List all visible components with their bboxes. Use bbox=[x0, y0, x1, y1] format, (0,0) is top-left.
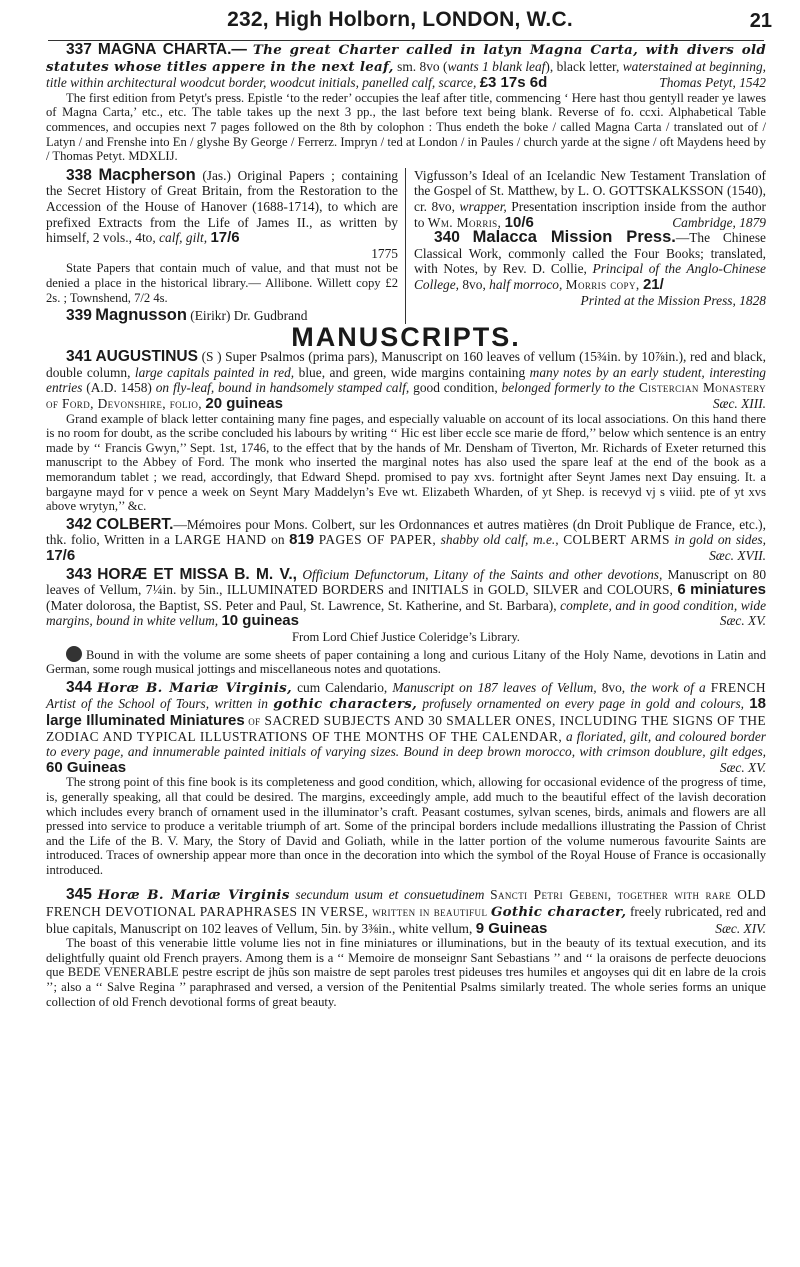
century: Sæc. XV. bbox=[719, 613, 766, 629]
entry-344: 344 Horæ B. Mariæ Virginis, cum Calendario, Manuscript on 187 leaves of Vellum, 8vo, the work of a FRENCH Artist of the School of Tours, written in gothic characters, profusely ornamented on every page in gold and colours, 18 large Illuminated Miniatures of SACRED SUBJECTS AND 30 SMALLER ONES, INCLUDING THE SIGNS OF THE ZODIAC AND TYPICAL ILLUSTRATIONS OF THE MONTHS OF THE CALENDAR, a floriated, gilt, and coloured border to every page, and innumerable painted initials of varying sizes. Bound in deep brown morocco, with crimson doublure, gilt edges, 60 Guineas Sæc. XV. bbox=[46, 678, 766, 776]
left-column bbox=[46, 165, 398, 325]
entry-title: HORÆ ET MISSA B. M. V., bbox=[97, 565, 297, 583]
entry-note: The strong point of this fine book is its completeness and good condition, which, allowing for occasional evidence of the progress of time, is, generally speaking, all that could be desired. The margins, exceedingly ample, add much to the beautiful effect of the lavish decoration which includes every branch of ornament used in the illuminator’s craft. Peasant costumes, sylvan scenes, birds, animals and flowers are all pressed into service to produce a veritable triumph of art. Some of the principal borders include medallions illustrating the Passion of Christ and the Life of the B. V. Mary, the Story of David and Goliath, while in the latter portion of the volume numerous favourite Saints are introduced. Traces of ownership appear more than once in the decoration into which the symbol of the Royal House of France is occasionally introduced. bbox=[46, 775, 766, 877]
imprint: Thomas Petyt, 1542 bbox=[659, 75, 766, 91]
entry-name: Malacca Mission Press. bbox=[472, 228, 676, 247]
entry-339: 339 Magnusson (Eirikr) Dr. Gudbrand bbox=[66, 306, 308, 325]
price: £3 17s 6d bbox=[479, 74, 548, 92]
publisher-address: 232, High Holborn, LONDON, W.C. bbox=[227, 8, 573, 31]
entry-note: Grand example of black letter containing many fine pages, and especially valuable on account of its local associations. On this hand there is no room for doubt, as the scribe concluded his labours by writing ‘‘ Hic est liber eccle sce marie de fford,’’ below which sentence is an entry made by ‘‘ Francis Gwyn,’’ Sept. 1st, 1746, to the effect that by the hands of Mr. Densham of Tiverton, Mr. Richards of Exeter returned this manuscript to the Abbey of Ford. The monk who inserted the marginal notes has also used the spare leaf at the end of the book as a memorandum tablet ; we read, accordingly, that Edward Shepd. promised to pay xvs. fortnight after Seynt James next Day ensuing. It. a bargayne mayd for v pence a week on Seynt Mary Maddelyn’s Eve wt. Elizabeth Wharden, of yt Shep. is recevyd vj s viiid. pte of yt xvs above wrytyn,’’ &c. bbox=[46, 411, 766, 514]
page-header bbox=[0, 8, 800, 38]
price: 10 guineas bbox=[221, 612, 299, 630]
entry-337: 337 MAGNA CHARTA.— The great Charter called in latyn Magna Carta, with divers old statutes whose titles appere in the next leaf, sm. 8vo (wants 1 blank leaf), black letter, waterstained at beginning, title within architectural woodcut border, woodcut initials, panelled calf, scarce, £3 17s 6d Thomas Petyt, 1542 bbox=[46, 41, 767, 92]
entry-343: 343 HORÆ ET MISSA B. M. V., Officium Defunctorum, Litany of the Saints and other devotions, Manuscript on 80 leaves of Vellum, 7¼in. by 5in., ILLUMINATED BORDERS and INITIALS in GOLD, SILVER and COLOURS, 6 miniatures (Mater dolorosa, the Baptist, SS. Peter and Paul, St. Lawrence, St. Katherine, and St. Barbara), complete, and in good condition, wide margins, bound in white vellum, 10 guineas Sæc. XV. bbox=[46, 565, 767, 630]
imprint: Printed at the Mission Press, 1828 bbox=[580, 292, 766, 308]
entry-342: 342 COLBERT.—Mémoires pour Mons. Colbert, sur les Ordonnances et autres matières (dn Droit Publique de France, etc.), thk. folio, Written in a LARGE HAND on 819 PAGES OF PAPER, shabby old calf, m.e., COLBERT ARMS in gold on sides, 17/6 Sæc. XVII. bbox=[46, 515, 766, 564]
century: Sæc. XVII. bbox=[709, 548, 766, 563]
entry-note: The first edition from Petyt's press. Epistle ‘to the reder’ occupies the leaf after title, commencing ‘ Here hast thou gentyll reader ye lawes of Magna Carta,’ etc., etc. The table takes up the next 3 pp., the last before text being blank. Reverse of fo. ccxi. Alphabetical Table commences, and occupies next 7 pages followed on the 8th by colophon : Thus endeth the boke / called Magna Carta / translated out of / Latyn / and Frenshe into En / glyshe By George / Ferrerz. Impryn / ted at London / in Paules / church yarde at the signe / oft Maydens heed by / Thomas Petyt. MDXLIJ. bbox=[46, 90, 766, 164]
entry-341: 341 AUGUSTINUS (S ) Super Psalmos (prima pars), Manuscript on 160 leaves of vellum (15¾in. by 10⅞in.), red and black, double column, large capitals painted in red, blue, and green, wide margins containing many notes by an early student, interesting entries (A.D. 1458) on fly-leaf, bound in handsomely stamped calf, good condition, belonged formerly to the Cistercian Monastery of Ford, Devonshire, folio, 20 guineas Sæc. XIII. bbox=[46, 348, 767, 413]
entry-year: 1775 bbox=[371, 245, 398, 261]
entry-340: 340 Malacca Mission Press.—The Chinese Classical Work, commonly called the Four Books; translated, with Notes, by Rev. D. Collie, Principal of the Anglo-Chinese College, 8vo, half morroco, Morris copy, 21/ Printed at the Mission Press, 1828 bbox=[414, 228, 766, 308]
century: Sæc. XV. bbox=[719, 759, 766, 775]
ornament-icon bbox=[66, 646, 82, 662]
price: 17/6 bbox=[46, 547, 76, 564]
entry-note: State Papers that contain much of value, and that must not be denied a place in the historical library.— Allibone. Willett copy £2 2s. ; Townshend, 7/2 4s. bbox=[46, 261, 398, 305]
entry-note: Bound in with the volume are some sheets of paper containing a long and curious Litany of the Holy Name, devotions in Latin and German, some rough musical jottings and miscellaneous notes and quotations. bbox=[46, 647, 766, 677]
lot-number: 337 bbox=[66, 41, 92, 58]
blackletter-title: The great Charter called in latyn Magna Carta, with divers old statutes whose titles appere in the next leaf, bbox=[46, 42, 767, 75]
entry-338: 338 Macpherson (Jas.) Original Papers ; containing the Secret History of Great Britain, from the Restoration to the Accession of the House of Hanover (1688-1714), to which are prefixed Extracts from the Life of James II., as written by himself, 2 vols., 4to, calf, gilt, 17/6 bbox=[46, 165, 398, 247]
entry-note: The boast of this venerabie little volume lies not in fine miniatures or illuminations, but in the beauty of its textual execution, and its delightfully quaint old French prayers. Among them is a ‘‘ Memoire de monseignr Sant Sebastians ’’ and ‘‘ la oraisons de perfecte deuocions que BEDE VENERABLE pestre escript de jhũs son maistre de sept paroles trest pideuses tres humiles et angoyses qui dit en labre de la crois ’’; also a ‘‘ Salve Regina ’’ paraphrased and versed, a version of the Penitential Psalms similarly treated. The whole series forms an unique collection of old French devotional forms of great beauty. bbox=[46, 936, 766, 1009]
blackletter-title: Horæ B. Mariæ Virginis, bbox=[96, 679, 292, 696]
price: 17/6 bbox=[210, 229, 240, 247]
price: 20 guineas bbox=[205, 395, 283, 413]
century: Sæc. XIII. bbox=[712, 396, 766, 412]
blackletter-title: Horæ B. Mariæ Virginis bbox=[97, 887, 290, 904]
imprint: Cambridge, 1879 bbox=[672, 214, 766, 230]
entry-title: COLBERT. bbox=[95, 515, 174, 533]
entry-name: Macpherson bbox=[98, 165, 196, 184]
price: 60 Guineas bbox=[46, 758, 127, 776]
catalogue-body bbox=[46, 42, 766, 1009]
two-column-block bbox=[46, 165, 766, 325]
entry-title: AUGUSTINUS bbox=[95, 348, 198, 366]
right-column bbox=[405, 168, 766, 324]
price: 9 Guineas bbox=[475, 919, 548, 937]
entry-name: Magnusson bbox=[95, 306, 187, 325]
page-number: 21 bbox=[749, 10, 772, 32]
section-heading: MANUSCRIPTS. bbox=[291, 321, 521, 352]
century: Sæc. XIV. bbox=[715, 920, 766, 936]
entry-title: MAGNA CHARTA.— bbox=[97, 41, 247, 58]
price: 10/6 bbox=[504, 213, 534, 231]
entry-345: 345 Horæ B. Mariæ Virginis secundum usum et consuetudinem Sancti Petri Gebeni, together with rare OLD FRENCH DEVOTIONAL PARAPHRASES IN VERSE, written in beautiful Gothic character, freely rubricated, red and blue capitals, Manuscript on 102 leaves of Vellum, 5in. by 3⅜in., white vellum, 9 Guineas Sæc. XIV. bbox=[46, 886, 766, 937]
entry-339-continued: Vigfusson’s Ideal of an Icelandic New Testament Translation of the Gospel of St. Matthew, by L. O. GOTTSKALKSSON (1540), cr. 8vo, wrapper, Presentation inscription inside from the author to Wm. Morris, 10/6 Cambridge, 1879 bbox=[414, 167, 766, 231]
price: 21/ bbox=[642, 275, 664, 293]
provenance: From Lord Chief Justice Coleridge’s Library. bbox=[292, 629, 520, 644]
